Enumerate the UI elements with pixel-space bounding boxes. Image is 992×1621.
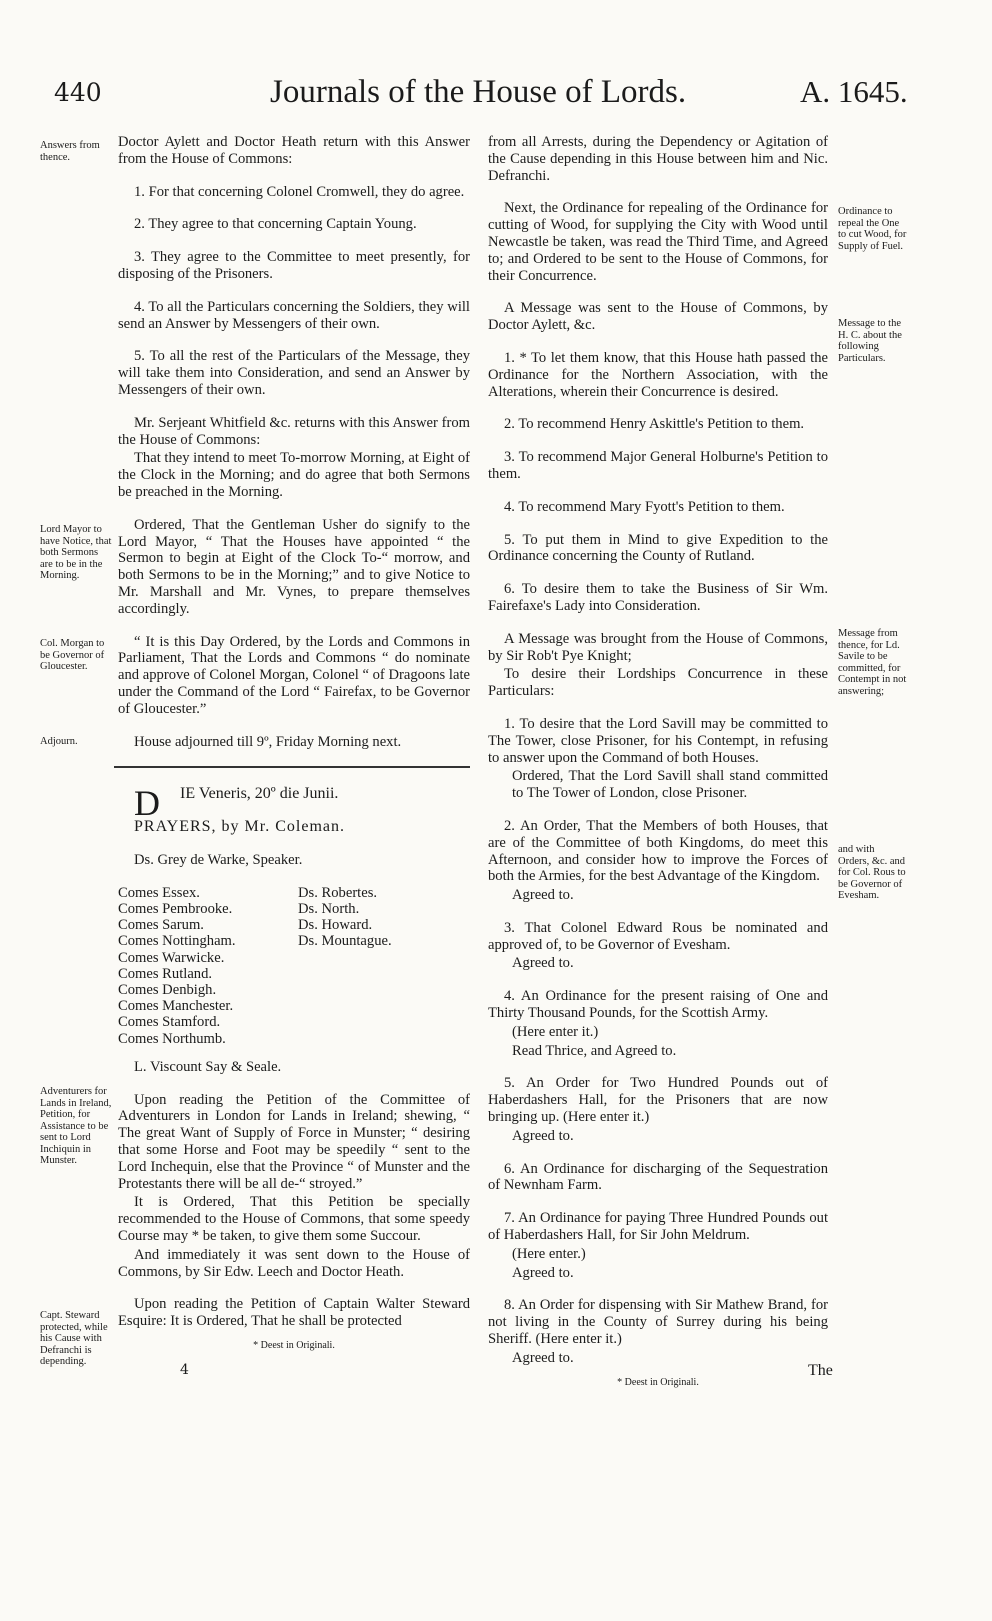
read-thrice-line: Read Thrice, and Agreed to.	[512, 1042, 677, 1059]
list-item: Ds. Howard.	[298, 917, 373, 934]
list-item: Comes Stamford.	[118, 1014, 221, 1031]
paragraph: To desire their Lordships Concurrence in these Particulars:	[488, 666, 828, 700]
paragraph: Mr. Serjeant Whitfield &c. returns with this Answer from the House of Commons:	[118, 414, 470, 448]
list-item: Comes Nottingham.	[118, 933, 236, 950]
paragraph: 1. To desire that the Lord Savill may be committed to The Tower, close Prisoner, for his Contempt, in refusing to answer upon the Command of both Houses.	[488, 715, 828, 766]
margin-note: Col. Morgan to be Governor of Gloucester.	[40, 638, 105, 672]
drop-cap: D	[134, 783, 160, 824]
margin-note: and with Orders, &c. and for Col. Rous to be Governor of Evesham.	[838, 844, 906, 901]
agreed-line: Agreed to.	[512, 887, 574, 904]
paragraph: Doctor Aylett and Doctor Heath return with this Answer from the House of Commons:	[118, 134, 470, 167]
paragraph: 3. To recommend Major General Holburne's Petition to them.	[488, 449, 828, 482]
paragraph: House adjourned till 9º, Friday Morning next.	[134, 733, 402, 750]
left-column	[118, 134, 470, 1355]
page-number: 440	[54, 78, 102, 107]
right-column	[488, 134, 828, 1391]
margin-note: Adjourn.	[40, 736, 78, 747]
margin-note: Ordinance to repeal the One to cut Wood, for Supply of Fuel.	[838, 206, 907, 252]
list-item: Ds. North.	[298, 900, 360, 917]
list-item: Ds. Robertes.	[298, 884, 378, 901]
paragraph: Next, the Ordinance for repealing of the Ordinance for cutting of Wood, for supplying the City with Wood until Newcastle be taken, was read the Third Time, and Agreed to; and Ordered to be sent to the House of Commons, for their Concurrence.	[488, 200, 828, 284]
speaker-line: Ds. Grey de Warke, Speaker.	[134, 851, 303, 868]
paragraph: It is Ordered, That this Petition be specially recommended to the House of Commons, that some speedy Course may * be taken, to give them some Succour.	[118, 1194, 470, 1244]
page-header	[0, 68, 992, 128]
paragraph: 3. That Colonel Edward Rous be nominated and approved of, to be Governor of Evesham.	[488, 919, 828, 953]
peers-column-comes	[118, 885, 298, 1047]
paragraph: 8. An Order for dispensing with Sir Mathew Brand, for not living in the County of Surrey during his being Sheriff. (Here enter it.)	[488, 1297, 828, 1348]
paragraph: 5. To all the rest of the Particulars of the Message, they will take them into Consideration, and send an Answer by Messengers of their own.	[118, 348, 470, 398]
year: A. 1645.	[800, 74, 908, 109]
margin-note: Message to the H. C. about the following Particulars.	[838, 318, 902, 364]
day-heading	[118, 783, 470, 824]
viscount-line: L. Viscount Say & Seale.	[134, 1058, 282, 1075]
paragraph: 5. An Order for Two Hundred Pounds out of Haberdashers Hall, for the Prisoners that are now bringing up. (Here enter it.)	[488, 1075, 828, 1126]
agreed-line: Agreed to.	[512, 1127, 574, 1144]
paragraph: 2. To recommend Henry Askittle's Petition to them.	[504, 416, 805, 433]
list-item: Comes Rutland.	[118, 965, 213, 982]
paragraph: Ordered, That the Lord Savill shall stand committed to The Tower of London, close Prisoner.	[512, 768, 828, 802]
agreed-line: Agreed to.	[512, 1264, 574, 1281]
paragraph: “ It is this Day Ordered, by the Lords and Commons in Parliament, That the Lords and Commons “ do nominate and approve of Colonel Morgan, Colonel “ of Dragoons late under the Command of the Lord “ Fairefax, to be Governor of Gloucester.”	[118, 633, 470, 717]
list-item: Ds. Mountague.	[298, 933, 392, 950]
margin-note: Answers from thence.	[40, 140, 100, 163]
list-item: Comes Warwicke.	[118, 949, 225, 966]
margin-note: Message from thence, for Ld. Savile to be committed, for Contempt in not answering;	[838, 628, 907, 697]
peers-list	[118, 885, 470, 1047]
margin-note: Lord Mayor to have Notice, that both Sermons are to be in the Morning.	[40, 524, 112, 581]
paragraph: 6. To desire them to take the Business of Sir Wm. Fairefaxe's Lady into Consideration.	[488, 581, 828, 614]
paragraph: 1. * To let them know, that this House hath passed the Ordinance for the Northern Association, with the Alterations, wherein their Concurrence is desired.	[488, 349, 828, 400]
agreed-line: Agreed to.	[512, 1349, 574, 1366]
paragraph: 5. To put them in Mind to give Expedition to the Ordinance concerning the County of Rutland.	[488, 531, 828, 565]
footnote: * Deest in Originali.	[253, 1339, 335, 1351]
catchword: The	[808, 1362, 833, 1379]
list-item: Comes Sarum.	[118, 917, 204, 934]
list-item: Comes Essex.	[118, 884, 200, 901]
peers-column-ds	[298, 885, 392, 1047]
paragraph: 2. They agree to that concerning Captain Young.	[134, 216, 417, 233]
list-item: Comes Pembrooke.	[118, 900, 233, 917]
paragraph: 4. To recommend Mary Fyott's Petition to them.	[504, 498, 785, 515]
journal-title: Journals of the House of Lords.	[270, 74, 687, 110]
here-enter-line: (Here enter.)	[512, 1245, 586, 1262]
list-item: Comes Northumb.	[118, 1030, 226, 1047]
paragraph: That they intend to meet To-morrow Morning, at Eight of the Clock in the Morning; and do agree that both Sermons be preached in the Morning.	[118, 450, 470, 500]
list-item: Comes Manchester.	[118, 998, 234, 1015]
paragraph: 7. An Ordinance for paying Three Hundred Pounds out of Haberdashers Hall, for Sir John Meldrum.	[488, 1210, 828, 1244]
day-heading-text: IE Veneris, 20º die Junii.	[180, 785, 339, 803]
prayers-line: PRAYERS, by Mr. Coleman.	[134, 818, 345, 836]
paragraph: Upon reading the Petition of the Committee of Adventurers in London for Lands in Ireland; shewing, “ The great Want of Supply of Force in Munster; “ desiring that some Horse and Foot may be speedily “ sent to the Lord Inchequin, else that the Province “ of Munster and the Protestants there will be all de-“ stroyed.”	[118, 1091, 470, 1192]
agreed-line: Agreed to.	[512, 955, 574, 972]
paragraph: from all Arrests, during the Dependency or Agitation of the Cause depending in this House between him and Nic. Defranchi.	[488, 134, 828, 184]
footnote: * Deest in Originali.	[617, 1376, 699, 1388]
paragraph: 3. They agree to the Committee to meet presently, for disposing of the Prisoners.	[118, 249, 470, 282]
paragraph: 1. For that concerning Colonel Cromwell, they do agree.	[134, 183, 465, 200]
paragraph: Ordered, That the Gentleman Usher do signify to the Lord Mayor, “ That the Houses have appointed “ the Sermon to begin at Eight of the Clock To-“ morrow, and both Sermons to be in the Morning;” and to give Notice to Mr. Marshall and Mr. Vynes, to prepare themselves accordingly.	[118, 516, 470, 617]
here-enter-line: (Here enter it.)	[512, 1023, 599, 1040]
paragraph: A Message was sent to the House of Commons, by Doctor Aylett, &c.	[488, 300, 828, 334]
paragraph: 4. To all the Particulars concerning the Soldiers, they will send an Answer by Messengers of their own.	[118, 298, 470, 332]
paragraph: A Message was brought from the House of Commons, by Sir Rob't Pye Knight;	[488, 630, 828, 664]
list-item: Comes Denbigh.	[118, 981, 217, 998]
paragraph: And immediately it was sent down to the House of Commons, by Sir Edw. Leech and Doctor Heath.	[118, 1246, 470, 1280]
paragraph: 2. An Order, That the Members of both Houses, that are of the Committee of both Kingdoms, do meet this Afternoon, and consider how to improve the Forces of both the Armies, for the best Advantage of the Kingdom.	[488, 817, 828, 885]
margin-note: Capt. Steward protected, while his Cause with Defranchi is depending.	[40, 1310, 108, 1367]
paragraph: 6. An Ordinance for discharging of the Sequestration of Newnham Farm.	[488, 1160, 828, 1194]
paragraph: Upon reading the Petition of Captain Walter Steward Esquire: It is Ordered, That he shall be protected	[118, 1296, 470, 1330]
paragraph: 4. An Ordinance for the present raising of One and Thirty Thousand Pounds, for the Scottish Army.	[488, 988, 828, 1022]
signature-mark: 4	[180, 1362, 189, 1378]
section-divider	[114, 766, 470, 768]
margin-note: Adventurers for Lands in Ireland, Petition, for Assistance to be sent to Lord Inchiquin in Munster.	[40, 1086, 112, 1166]
